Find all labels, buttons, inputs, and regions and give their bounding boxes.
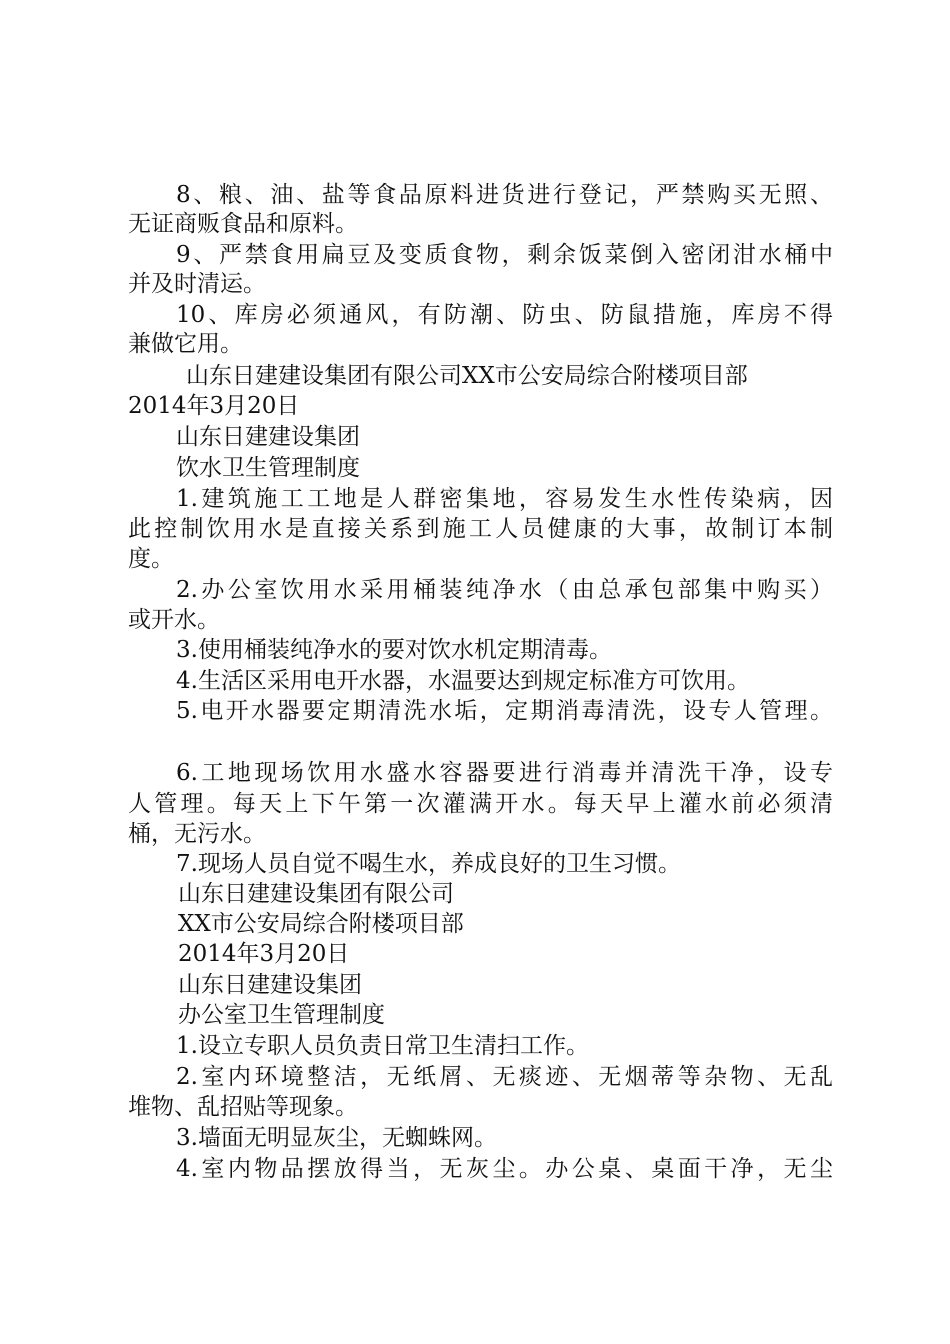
rule-10-line-1: 10、库房必须通风，有防潮、防虫、防鼠措施，库房不得 xyxy=(176,302,833,328)
rule-10-line-2: 兼做它用。 xyxy=(128,331,243,357)
signature-date-2: 2014年3月20日 xyxy=(178,941,350,967)
signature-company: 山东日建建设集团有限公司 xyxy=(178,881,454,907)
water-rule-6-line-3: 桶，无污水。 xyxy=(128,821,266,847)
water-rule-1-line-1: 1.建筑施工工地是人群密集地，容易发生水性传染病，因 xyxy=(176,486,833,512)
office-rule-2-line-1: 2.室内环境整洁，无纸屑、无痰迹、无烟蒂等杂物、无乱 xyxy=(176,1064,833,1090)
rule-9-line-1: 9、严禁食用扁豆及变质食物，剩余饭菜倒入密闭泔水桶中 xyxy=(176,242,833,268)
water-rule-6-line-2: 人管理。每天上下午第一次灌满开水。每天早上灌水前必须清 xyxy=(128,791,833,817)
water-rule-1-line-2: 此控制饮用水是直接关系到施工人员健康的大事，故制订本制 xyxy=(128,516,833,542)
water-rule-4: 4.生活区采用电开水器，水温要达到规定标准方可饮用。 xyxy=(176,668,750,694)
company-name: 山东日建建设集团 xyxy=(176,424,360,450)
rule-8-line-1: 8、粮、油、盐等食品原料进货进行登记，严禁购买无照、 xyxy=(176,182,833,208)
water-rule-2-line-1: 2.办公室饮用水采用桶装纯净水（由总承包部集中购买） xyxy=(176,577,833,603)
water-rule-6-line-1: 6.工地现场饮用水盛水容器要进行消毒并清洗干净，设专 xyxy=(176,760,833,786)
office-rule-1: 1.设立专职人员负责日常卫生清扫工作。 xyxy=(176,1033,589,1059)
office-rule-2-line-2: 堆物、乱招贴等现象。 xyxy=(128,1094,358,1120)
section-title-office-hygiene: 办公室卫生管理制度 xyxy=(178,1002,385,1028)
company-name-2: 山东日建建设集团 xyxy=(178,972,362,998)
rule-9-line-2: 并及时清运。 xyxy=(128,271,266,297)
company-project-signature: 山东日建建设集团有限公司XX市公安局综合附楼项目部 xyxy=(186,363,748,389)
office-rule-4-line-1: 4.室内物品摆放得当，无灰尘。办公桌、桌面干净，无尘 xyxy=(176,1156,833,1182)
office-rule-3: 3.墙面无明显灰尘，无蜘蛛网。 xyxy=(176,1125,497,1151)
rule-8-line-2: 无证商贩食品和原料。 xyxy=(128,211,358,237)
water-rule-2-line-2: 或开水。 xyxy=(128,607,220,633)
water-rule-1-line-3: 度。 xyxy=(128,546,174,572)
signature-project: XX市公安局综合附楼项目部 xyxy=(178,911,464,937)
water-rule-3: 3.使用桶装纯净水的要对饮水机定期清毒。 xyxy=(176,637,612,663)
section-title-drinking-water: 饮水卫生管理制度 xyxy=(176,455,360,481)
water-rule-5: 5.电开水器要定期清洗水垢，定期消毒清洗，设专人管理。 xyxy=(176,698,833,724)
water-rule-7: 7.现场人员自觉不喝生水，养成良好的卫生习惯。 xyxy=(176,851,681,877)
signature-date: 2014年3月20日 xyxy=(128,393,300,419)
